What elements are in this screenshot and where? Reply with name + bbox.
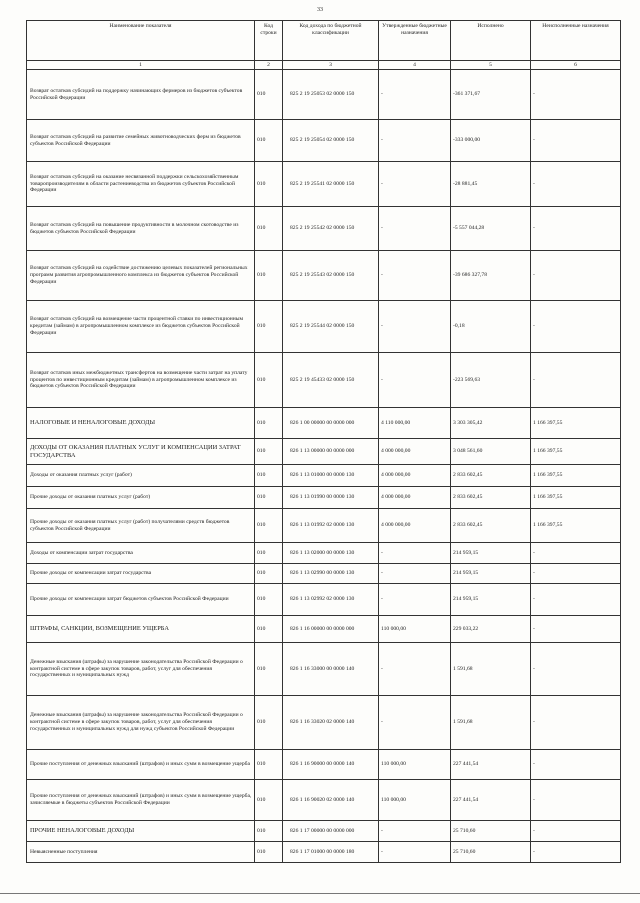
row-unexecuted: - <box>531 780 621 821</box>
row-line-code: 010 <box>255 353 283 408</box>
row-budget-code: 826 1 16 90000 00 0000 140 <box>283 750 379 780</box>
row-line-code: 010 <box>255 408 283 439</box>
column-number: 2 <box>255 61 283 70</box>
row-executed: 214 959,15 <box>451 543 531 564</box>
row-unexecuted: - <box>531 842 621 863</box>
row-unexecuted: 1 166 397,55 <box>531 465 621 487</box>
table-row <box>27 543 621 564</box>
row-unexecuted: - <box>531 301 621 353</box>
page-bottom-rule <box>0 893 640 894</box>
table-row <box>27 821 621 842</box>
row-executed: 1 591,68 <box>451 643 531 696</box>
table-row <box>27 564 621 584</box>
row-line-code: 010 <box>255 543 283 564</box>
row-approved: - <box>379 207 451 251</box>
column-number: 5 <box>451 61 531 70</box>
row-approved: 110 000,00 <box>379 750 451 780</box>
row-executed: -333 000,00 <box>451 120 531 162</box>
row-budget-code: 826 1 13 02000 00 0000 130 <box>283 543 379 564</box>
header-budget-code: Код дохода по бюджетной классификации <box>283 21 379 61</box>
row-executed: 227 441,54 <box>451 780 531 821</box>
row-approved: 4 000 000,00 <box>379 439 451 465</box>
row-unexecuted: - <box>531 353 621 408</box>
row-name: ШТРАФЫ, САНКЦИИ, ВОЗМЕЩЕНИЕ УЩЕРБА <box>27 616 255 643</box>
row-line-code: 010 <box>255 750 283 780</box>
row-unexecuted: - <box>531 564 621 584</box>
row-executed: -0,18 <box>451 301 531 353</box>
row-approved: - <box>379 162 451 207</box>
row-approved: - <box>379 353 451 408</box>
table-row <box>27 207 621 251</box>
row-budget-code: 826 1 13 00000 00 0000 000 <box>283 439 379 465</box>
row-line-code: 010 <box>255 301 283 353</box>
row-unexecuted: - <box>531 616 621 643</box>
row-executed: 25 710,60 <box>451 842 531 863</box>
table-row <box>27 842 621 863</box>
row-unexecuted: 1 166 397,55 <box>531 487 621 509</box>
row-name: Возврат остатков субсидий на возмещение части процентной ставки по инвестиционным кредитам (займам) в агропромышленном комплексе из бюджетов субъектов Российской Федерации <box>27 301 255 353</box>
row-unexecuted: - <box>531 207 621 251</box>
row-executed: 1 591,68 <box>451 696 531 750</box>
table-row <box>27 408 621 439</box>
row-name: Возврат остатков субсидий на развитие семейных животноводческих ферм из бюджетов субъектов Российской Федерации <box>27 120 255 162</box>
table-row <box>27 487 621 509</box>
row-line-code: 010 <box>255 70 283 120</box>
row-unexecuted: - <box>531 543 621 564</box>
row-budget-code: 825 2 19 25053 02 0000 150 <box>283 70 379 120</box>
header-name: Наименование показателя <box>27 21 255 61</box>
row-budget-code: 825 2 19 25541 02 0000 150 <box>283 162 379 207</box>
row-approved: - <box>379 842 451 863</box>
row-executed: 25 710,60 <box>451 821 531 842</box>
row-unexecuted: - <box>531 821 621 842</box>
row-line-code: 010 <box>255 780 283 821</box>
table-row <box>27 439 621 465</box>
header-row <box>27 21 621 61</box>
row-budget-code: 826 1 13 01990 00 0000 130 <box>283 487 379 509</box>
table-row <box>27 120 621 162</box>
table-row <box>27 509 621 543</box>
row-unexecuted: 1 166 397,55 <box>531 408 621 439</box>
row-line-code: 010 <box>255 616 283 643</box>
row-approved: - <box>379 584 451 616</box>
row-approved: - <box>379 543 451 564</box>
row-line-code: 010 <box>255 643 283 696</box>
row-name: Возврат остатков субсидий на содействие достижению целевых показателей региональных программ развития агропромышленного комплекса из бюджетов субъектов Российской Федерации <box>27 251 255 301</box>
row-executed: 2 833 602,45 <box>451 465 531 487</box>
page-number: 33 <box>317 7 323 13</box>
row-budget-code: 826 1 16 90020 02 0000 140 <box>283 780 379 821</box>
row-name: Денежные взыскания (штрафы) за нарушение законодательства Российской Федерации о контрактной системе в сфере закупок товаров, работ, услуг для обеспечения государственных и муниципальных нужд <box>27 643 255 696</box>
row-executed: 3 303 305,42 <box>451 408 531 439</box>
row-approved: - <box>379 696 451 750</box>
row-executed: -223 569,63 <box>451 353 531 408</box>
row-budget-code: 826 1 13 01992 02 0000 130 <box>283 509 379 543</box>
row-name: Денежные взыскания (штрафы) за нарушение законодательства Российской Федерации о контрактной системе в сфере закупок товаров, работ, услуг для обеспечения государственных и муниципальных нужд для нужд субъектов Российской Федерации <box>27 696 255 750</box>
column-number: 4 <box>379 61 451 70</box>
row-executed: -5 557 044,28 <box>451 207 531 251</box>
row-unexecuted: 1 166 397,55 <box>531 509 621 543</box>
table-row <box>27 251 621 301</box>
row-approved: - <box>379 251 451 301</box>
row-budget-code: 826 1 16 33000 00 0000 140 <box>283 643 379 696</box>
table-row <box>27 70 621 120</box>
row-budget-code: 825 2 19 25054 02 0000 150 <box>283 120 379 162</box>
row-name: Прочие доходы от компенсации затрат бюджетов субъектов Российской Федерации <box>27 584 255 616</box>
row-approved: - <box>379 821 451 842</box>
row-unexecuted: - <box>531 584 621 616</box>
row-budget-code: 826 1 17 01000 00 0000 180 <box>283 842 379 863</box>
column-number-row <box>27 61 621 70</box>
row-name: Возврат остатков иных межбюджетных трансфертов на возмещение части затрат на уплату процентов по инвестиционным кредитам (займам) в агропромышленном комплексе из бюджетов субъектов Российской Федерации <box>27 353 255 408</box>
row-executed: -39 686 327,78 <box>451 251 531 301</box>
header-unexecuted: Неисполненные назначения <box>531 21 621 61</box>
row-executed: 227 441,54 <box>451 750 531 780</box>
row-line-code: 010 <box>255 120 283 162</box>
row-executed: 214 959,15 <box>451 564 531 584</box>
row-unexecuted: - <box>531 70 621 120</box>
header-line-code: Код строки <box>255 21 283 61</box>
row-name: Возврат остатков субсидий на поддержку начинающих фермеров из бюджетов субъектов Российской Федерации <box>27 70 255 120</box>
table-row <box>27 301 621 353</box>
row-line-code: 010 <box>255 487 283 509</box>
table-row <box>27 696 621 750</box>
row-executed: 2 833 602,45 <box>451 487 531 509</box>
row-unexecuted: 1 166 397,55 <box>531 439 621 465</box>
row-executed: 229 033,22 <box>451 616 531 643</box>
row-budget-code: 825 2 19 25544 02 0000 150 <box>283 301 379 353</box>
row-line-code: 010 <box>255 162 283 207</box>
row-executed: -361 371,67 <box>451 70 531 120</box>
row-line-code: 010 <box>255 207 283 251</box>
header-executed: Исполнено <box>451 21 531 61</box>
table-row <box>27 162 621 207</box>
row-executed: 2 833 602,45 <box>451 509 531 543</box>
row-line-code: 010 <box>255 842 283 863</box>
row-budget-code: 826 1 13 02992 02 0000 130 <box>283 584 379 616</box>
table-row <box>27 750 621 780</box>
table-row <box>27 616 621 643</box>
row-unexecuted: - <box>531 162 621 207</box>
row-name: Прочие поступления от денежных взысканий (штрафов) и иных сумм в возмещение ущерба, зачисляемые в бюджеты субъектов Российской Федерации <box>27 780 255 821</box>
table-row <box>27 465 621 487</box>
row-budget-code: 826 1 17 00000 00 0000 000 <box>283 821 379 842</box>
table-row <box>27 353 621 408</box>
row-approved: - <box>379 301 451 353</box>
row-budget-code: 826 1 16 33020 02 0000 140 <box>283 696 379 750</box>
row-line-code: 010 <box>255 821 283 842</box>
table-row <box>27 584 621 616</box>
row-name: Доходы от компенсации затрат государства <box>27 543 255 564</box>
row-line-code: 010 <box>255 251 283 301</box>
row-approved: 4 000 000,00 <box>379 509 451 543</box>
row-budget-code: 826 1 00 00000 00 0000 000 <box>283 408 379 439</box>
row-approved: - <box>379 120 451 162</box>
row-name: Невыясненные поступления <box>27 842 255 863</box>
row-name: Доходы от оказания платных услуг (работ) <box>27 465 255 487</box>
header-approved: Утвержденные бюджетные назначения <box>379 21 451 61</box>
row-line-code: 010 <box>255 584 283 616</box>
row-executed: 214 959,15 <box>451 584 531 616</box>
table-row <box>27 780 621 821</box>
column-number: 1 <box>27 61 255 70</box>
row-name: ПРОЧИЕ НЕНАЛОГОВЫЕ ДОХОДЫ <box>27 821 255 842</box>
row-approved: - <box>379 564 451 584</box>
row-executed: 3 048 561,60 <box>451 439 531 465</box>
row-name: Возврат остатков субсидий на повышение продуктивности в молочном скотоводстве из бюджетов субъектов Российской Федерации <box>27 207 255 251</box>
row-name: Прочие доходы от оказания платных услуг (работ) получателями средств бюджетов субъектов Российской Федерации <box>27 509 255 543</box>
row-unexecuted: - <box>531 251 621 301</box>
row-line-code: 010 <box>255 465 283 487</box>
row-approved: 110 000,00 <box>379 616 451 643</box>
row-line-code: 010 <box>255 509 283 543</box>
revenue-table <box>26 20 621 863</box>
row-line-code: 010 <box>255 696 283 750</box>
row-budget-code: 826 1 13 01000 00 0000 130 <box>283 465 379 487</box>
row-budget-code: 825 2 19 25542 02 0000 150 <box>283 207 379 251</box>
row-budget-code: 825 2 19 25543 02 0000 150 <box>283 251 379 301</box>
row-budget-code: 825 2 19 45433 02 0000 150 <box>283 353 379 408</box>
table-row <box>27 643 621 696</box>
row-name: ДОХОДЫ ОТ ОКАЗАНИЯ ПЛАТНЫХ УСЛУГ И КОМПЕНСАЦИИ ЗАТРАТ ГОСУДАРСТВА <box>27 439 255 465</box>
row-approved: - <box>379 643 451 696</box>
row-unexecuted: - <box>531 696 621 750</box>
row-line-code: 010 <box>255 439 283 465</box>
row-name: Прочие поступления от денежных взысканий (штрафов) и иных сумм в возмещение ущерба <box>27 750 255 780</box>
row-name: НАЛОГОВЫЕ И НЕНАЛОГОВЫЕ ДОХОДЫ <box>27 408 255 439</box>
row-budget-code: 826 1 16 00000 00 0000 000 <box>283 616 379 643</box>
row-unexecuted: - <box>531 120 621 162</box>
row-unexecuted: - <box>531 643 621 696</box>
row-approved: - <box>379 70 451 120</box>
row-approved: 4 000 000,00 <box>379 487 451 509</box>
row-unexecuted: - <box>531 750 621 780</box>
row-line-code: 010 <box>255 564 283 584</box>
column-number: 6 <box>531 61 621 70</box>
row-approved: 4 110 000,00 <box>379 408 451 439</box>
row-name: Прочие доходы от компенсации затрат государства <box>27 564 255 584</box>
row-approved: 110 000,00 <box>379 780 451 821</box>
row-budget-code: 826 1 13 02990 00 0000 130 <box>283 564 379 584</box>
row-approved: 4 000 000,00 <box>379 465 451 487</box>
row-executed: -28 881,45 <box>451 162 531 207</box>
row-name: Возврат остатков субсидий на оказание несвязанной поддержки сельскохозяйственным товаропроизводителям в области растениеводства из бюджетов субъектов Российской Федерации <box>27 162 255 207</box>
column-number: 3 <box>283 61 379 70</box>
row-name: Прочие доходы от оказания платных услуг (работ) <box>27 487 255 509</box>
